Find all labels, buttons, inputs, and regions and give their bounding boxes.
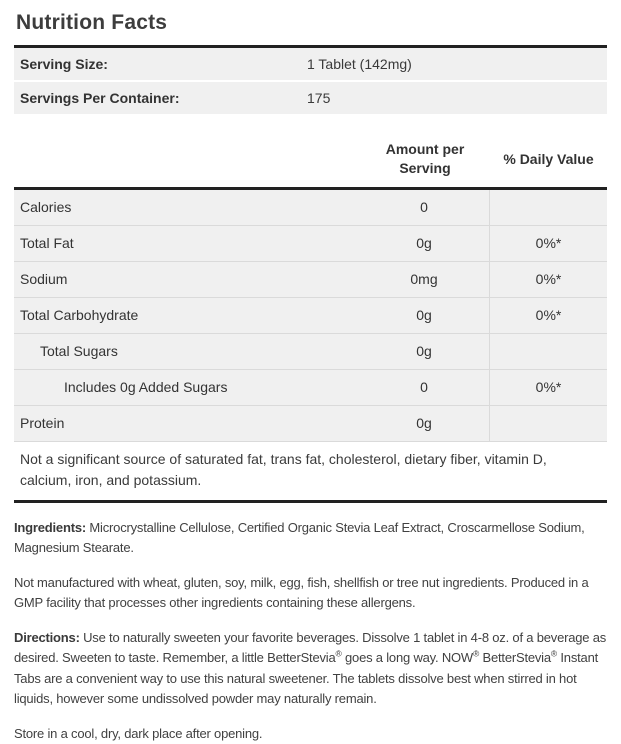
row-amount: 0	[420, 379, 428, 396]
divider-bar-bottom	[14, 500, 607, 503]
row-label: Total Fat	[20, 235, 74, 252]
table-row-added-sugars	[14, 370, 607, 406]
row-label: Sodium	[20, 271, 68, 288]
directions-text: Use to naturally sweeten your favorite beverages. Dissolve 1 tablet in 4-8 oz. of a beverage as desired. Sweeten to taste. Remember, a little BetterStevia® goes a long way. NOW® BetterStevia® Instant Tabs are a convenient way to use this natural sweetener. The tablets dissolve best when stirred in hot liquids, however some undissolved powder may naturally remain.	[14, 630, 607, 706]
directions-paragraph	[14, 628, 607, 709]
row-amount: 0g	[416, 415, 432, 432]
row-amount: 0mg	[410, 271, 438, 288]
row-daily-value	[489, 190, 607, 225]
servings-per-container-value: 175	[307, 90, 331, 106]
ingredients-lead-in: Ingredients:	[14, 519, 86, 535]
row-label: Total Carbohydrate	[20, 307, 139, 324]
row-daily-value: 0%*	[489, 262, 607, 297]
row-label: Protein	[20, 415, 65, 432]
ingredients-paragraph	[14, 518, 607, 558]
row-label: Total Sugars	[40, 343, 118, 360]
table-row-calories	[14, 190, 607, 226]
row-daily-value	[489, 334, 607, 369]
directions-lead-in: Directions:	[14, 630, 80, 646]
servings-per-container-row	[14, 82, 607, 114]
serving-size-row	[14, 48, 607, 80]
servings-per-container-label: Servings Per Container:	[20, 90, 180, 106]
table-row-protein	[14, 406, 607, 442]
serving-size-value: 1 Tablet (142mg)	[307, 56, 412, 72]
table-row-total-sugars	[14, 334, 607, 370]
nutrient-table	[14, 190, 607, 442]
row-amount: 0g	[416, 307, 432, 324]
row-label: Calories	[20, 199, 72, 216]
column-headers	[14, 114, 607, 187]
table-row-sodium	[14, 262, 607, 298]
allergen-statement: Not manufactured with wheat, gluten, soy, milk, egg, fish, shellfish or tree nut ingredients. Produced in a GMP facility that processes other ingredients containing these allergens.	[14, 575, 589, 611]
row-daily-value: 0%*	[489, 226, 607, 261]
page-title: Nutrition Facts	[16, 11, 168, 34]
table-row-total-carbohydrate	[14, 298, 607, 334]
storage-instruction: Store in a cool, dry, dark place after opening.	[14, 725, 263, 741]
ingredients-text: Microcrystalline Cellulose, Certified Organic Stevia Leaf Extract, Croscarmellose Sodium, Magnesium Stearate.	[14, 519, 585, 555]
row-amount: 0g	[416, 235, 432, 252]
table-row-total-fat	[14, 226, 607, 262]
not-significant-source-footnote: Not a significant source of saturated fat, trans fat, cholesterol, dietary fiber, vitamin D, calcium, iron, and potassium.	[20, 450, 547, 488]
daily-value-header: % Daily Value	[503, 150, 594, 167]
row-amount: 0g	[416, 343, 432, 360]
row-daily-value: 0%*	[489, 298, 607, 333]
row-daily-value: 0%*	[489, 370, 607, 405]
row-label: Includes 0g Added Sugars	[64, 379, 228, 396]
row-amount: 0	[420, 199, 428, 216]
serving-size-label: Serving Size:	[20, 56, 108, 72]
row-daily-value	[489, 406, 607, 441]
amount-per-serving-header: Amount per Serving	[385, 141, 465, 176]
